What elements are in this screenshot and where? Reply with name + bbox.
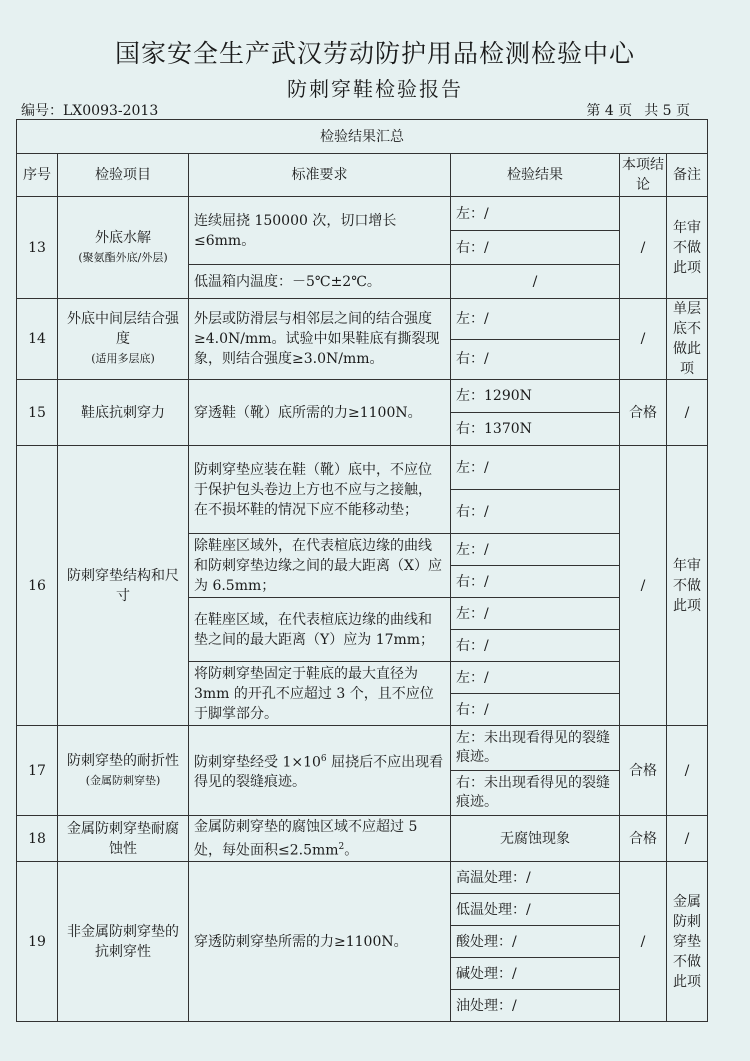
conclusion: 合格 (620, 726, 667, 816)
row-number: 15 (17, 380, 58, 446)
standard-requirement: 连续屈挠 150000 次，切口增长≤6mm。 (189, 197, 451, 265)
test-item (58, 197, 189, 299)
remark: / (667, 816, 708, 862)
row-number: 19 (17, 862, 58, 1022)
test-item-name: 防刺穿垫的耐折性 (67, 752, 179, 769)
row-number: 13 (17, 197, 58, 299)
test-item-note: (金属防刺穿垫) (85, 773, 161, 787)
standard-requirement: 低温箱内温度：－5℃±2℃。 (189, 265, 451, 299)
standard-requirement: 除鞋座区域外，在代表楦底边缘的曲线和防刺穿垫边缘之间的最大距离（X）应为 6.5mm； (189, 534, 451, 598)
result-right: 右：/ (451, 630, 620, 662)
conclusion: 合格 (620, 380, 667, 446)
standard-requirement: 穿透防刺穿垫所需的力≥1100N。 (189, 862, 451, 1022)
result-left: 左：1290N (451, 380, 620, 413)
header-conclusion: 本项结论 (620, 154, 667, 197)
result-left: 左：/ (451, 662, 620, 694)
test-item-name: 鞋底抗刺穿力 (58, 380, 189, 446)
std-text-post: 屈挠后不应出现看得见的裂缝痕迹。 (194, 754, 444, 791)
report-number: 编号：LX0093-2013 (21, 103, 159, 119)
header-no: 序号 (17, 154, 58, 197)
test-item-name: 防刺穿垫结构和尺寸 (58, 446, 189, 726)
conclusion: / (620, 862, 667, 1022)
result-left: 左：/ (451, 534, 620, 566)
table-row (17, 299, 708, 340)
std-text-pre: 防刺穿垫经受 1×10 (194, 754, 321, 771)
page-total: 共 5 页 (644, 103, 690, 119)
result-value: 无腐蚀现象 (451, 816, 620, 862)
result-oil: 油处理：/ (451, 990, 620, 1022)
header-standard: 标准要求 (189, 154, 451, 197)
remark: / (667, 380, 708, 446)
result-right: 右：/ (451, 339, 620, 380)
header-item: 检验项目 (58, 154, 189, 197)
result-high-temp: 高温处理：/ (451, 862, 620, 894)
conclusion: / (620, 446, 667, 726)
std-text-pre: 金属防刺穿垫的腐蚀区域不应超过 5 处，每处面积≤2.5mm (194, 818, 418, 859)
standard-requirement: 穿透鞋（靴）底所需的力≥1100N。 (189, 380, 451, 446)
test-item-name: 外底中间层结合强度 (67, 311, 179, 347)
result-right: 右：/ (451, 231, 620, 265)
conclusion: / (620, 299, 667, 380)
test-item (58, 299, 189, 380)
conclusion: 合格 (620, 816, 667, 862)
result-low-temp: 低温处理：/ (451, 894, 620, 926)
table-row (17, 862, 708, 894)
table-caption-row (17, 120, 708, 154)
page-number: 第 4 页 (586, 103, 633, 119)
row-number: 14 (17, 299, 58, 380)
test-item-name: 非金属防刺穿垫的抗刺穿性 (58, 862, 189, 1022)
result-alkali: 碱处理：/ (451, 958, 620, 990)
std-exponent: 6 (320, 753, 327, 764)
page-indicator (574, 100, 690, 120)
remark: 年审不做此项 (667, 446, 708, 726)
row-number: 17 (17, 726, 58, 816)
table-row (17, 726, 708, 771)
standard-requirement (189, 816, 451, 862)
test-item-note: (适用多层底) (91, 352, 155, 365)
report-title: 防刺穿鞋检验报告 (287, 77, 463, 101)
remark: 年审不做此项 (667, 197, 708, 299)
result-acid: 酸处理：/ (451, 926, 620, 958)
row-number: 16 (17, 446, 58, 726)
result-right: 右：/ (451, 566, 620, 598)
table-row (17, 197, 708, 231)
result-left: 左：/ (451, 299, 620, 340)
test-item (58, 726, 189, 816)
remark: 金属防刺穿垫不做此项 (667, 862, 708, 1022)
result-left: 左：/ (451, 598, 620, 630)
result-left: 左：/ (451, 446, 620, 490)
std-text-post: 。 (344, 842, 359, 859)
table-caption: 检验结果汇总 (17, 120, 708, 154)
result-left: 左：未出现看得见的裂缝痕迹。 (451, 726, 620, 771)
remark: 单层底不做此项 (667, 299, 708, 380)
result-value: / (451, 265, 620, 299)
standard-requirement (189, 726, 451, 816)
remark: / (667, 726, 708, 816)
table-header-row (17, 154, 708, 197)
header-remark: 备注 (667, 154, 708, 197)
standard-requirement: 将防刺穿垫固定于鞋底的最大直径为 3mm 的开孔不应超过 3 个，且不应位于脚掌部分。 (189, 662, 451, 726)
standard-requirement: 外层或防滑层与相邻层之间的结合强度≥4.0N/mm。试验中如果鞋底有撕裂现象，则结合强度≥3.0N/mm。 (189, 299, 451, 380)
result-right: 右：1370N (451, 413, 620, 446)
table-row (17, 816, 708, 862)
table-row (17, 446, 708, 490)
result-left: 左：/ (451, 197, 620, 231)
std-exponent: 2 (338, 841, 345, 852)
test-item-name: 金属防刺穿垫耐腐蚀性 (58, 816, 189, 862)
organization-title: 国家安全生产武汉劳动防护用品检测检验中心 (114, 39, 635, 68)
standard-requirement: 防刺穿垫应装在鞋（靴）底中，不应位于保护包头卷边上方也不应与之接触，在不损坏鞋的情况下应不能移动垫； (189, 446, 451, 534)
header-result: 检验结果 (451, 154, 620, 197)
test-item-name: 外底水解 (95, 229, 151, 246)
result-right: 右：未出现看得见的裂缝痕迹。 (451, 771, 620, 816)
results-summary-table (16, 119, 708, 1022)
conclusion: / (620, 197, 667, 299)
result-right: 右：/ (451, 694, 620, 726)
row-number: 18 (17, 816, 58, 862)
standard-requirement: 在鞋座区域，在代表楦底边缘的曲线和垫之间的最大距离（Y）应为 17mm； (189, 598, 451, 662)
test-item-note: (聚氨酯外底/外层) (78, 250, 168, 264)
result-right: 右：/ (451, 490, 620, 534)
table-row (17, 380, 708, 413)
